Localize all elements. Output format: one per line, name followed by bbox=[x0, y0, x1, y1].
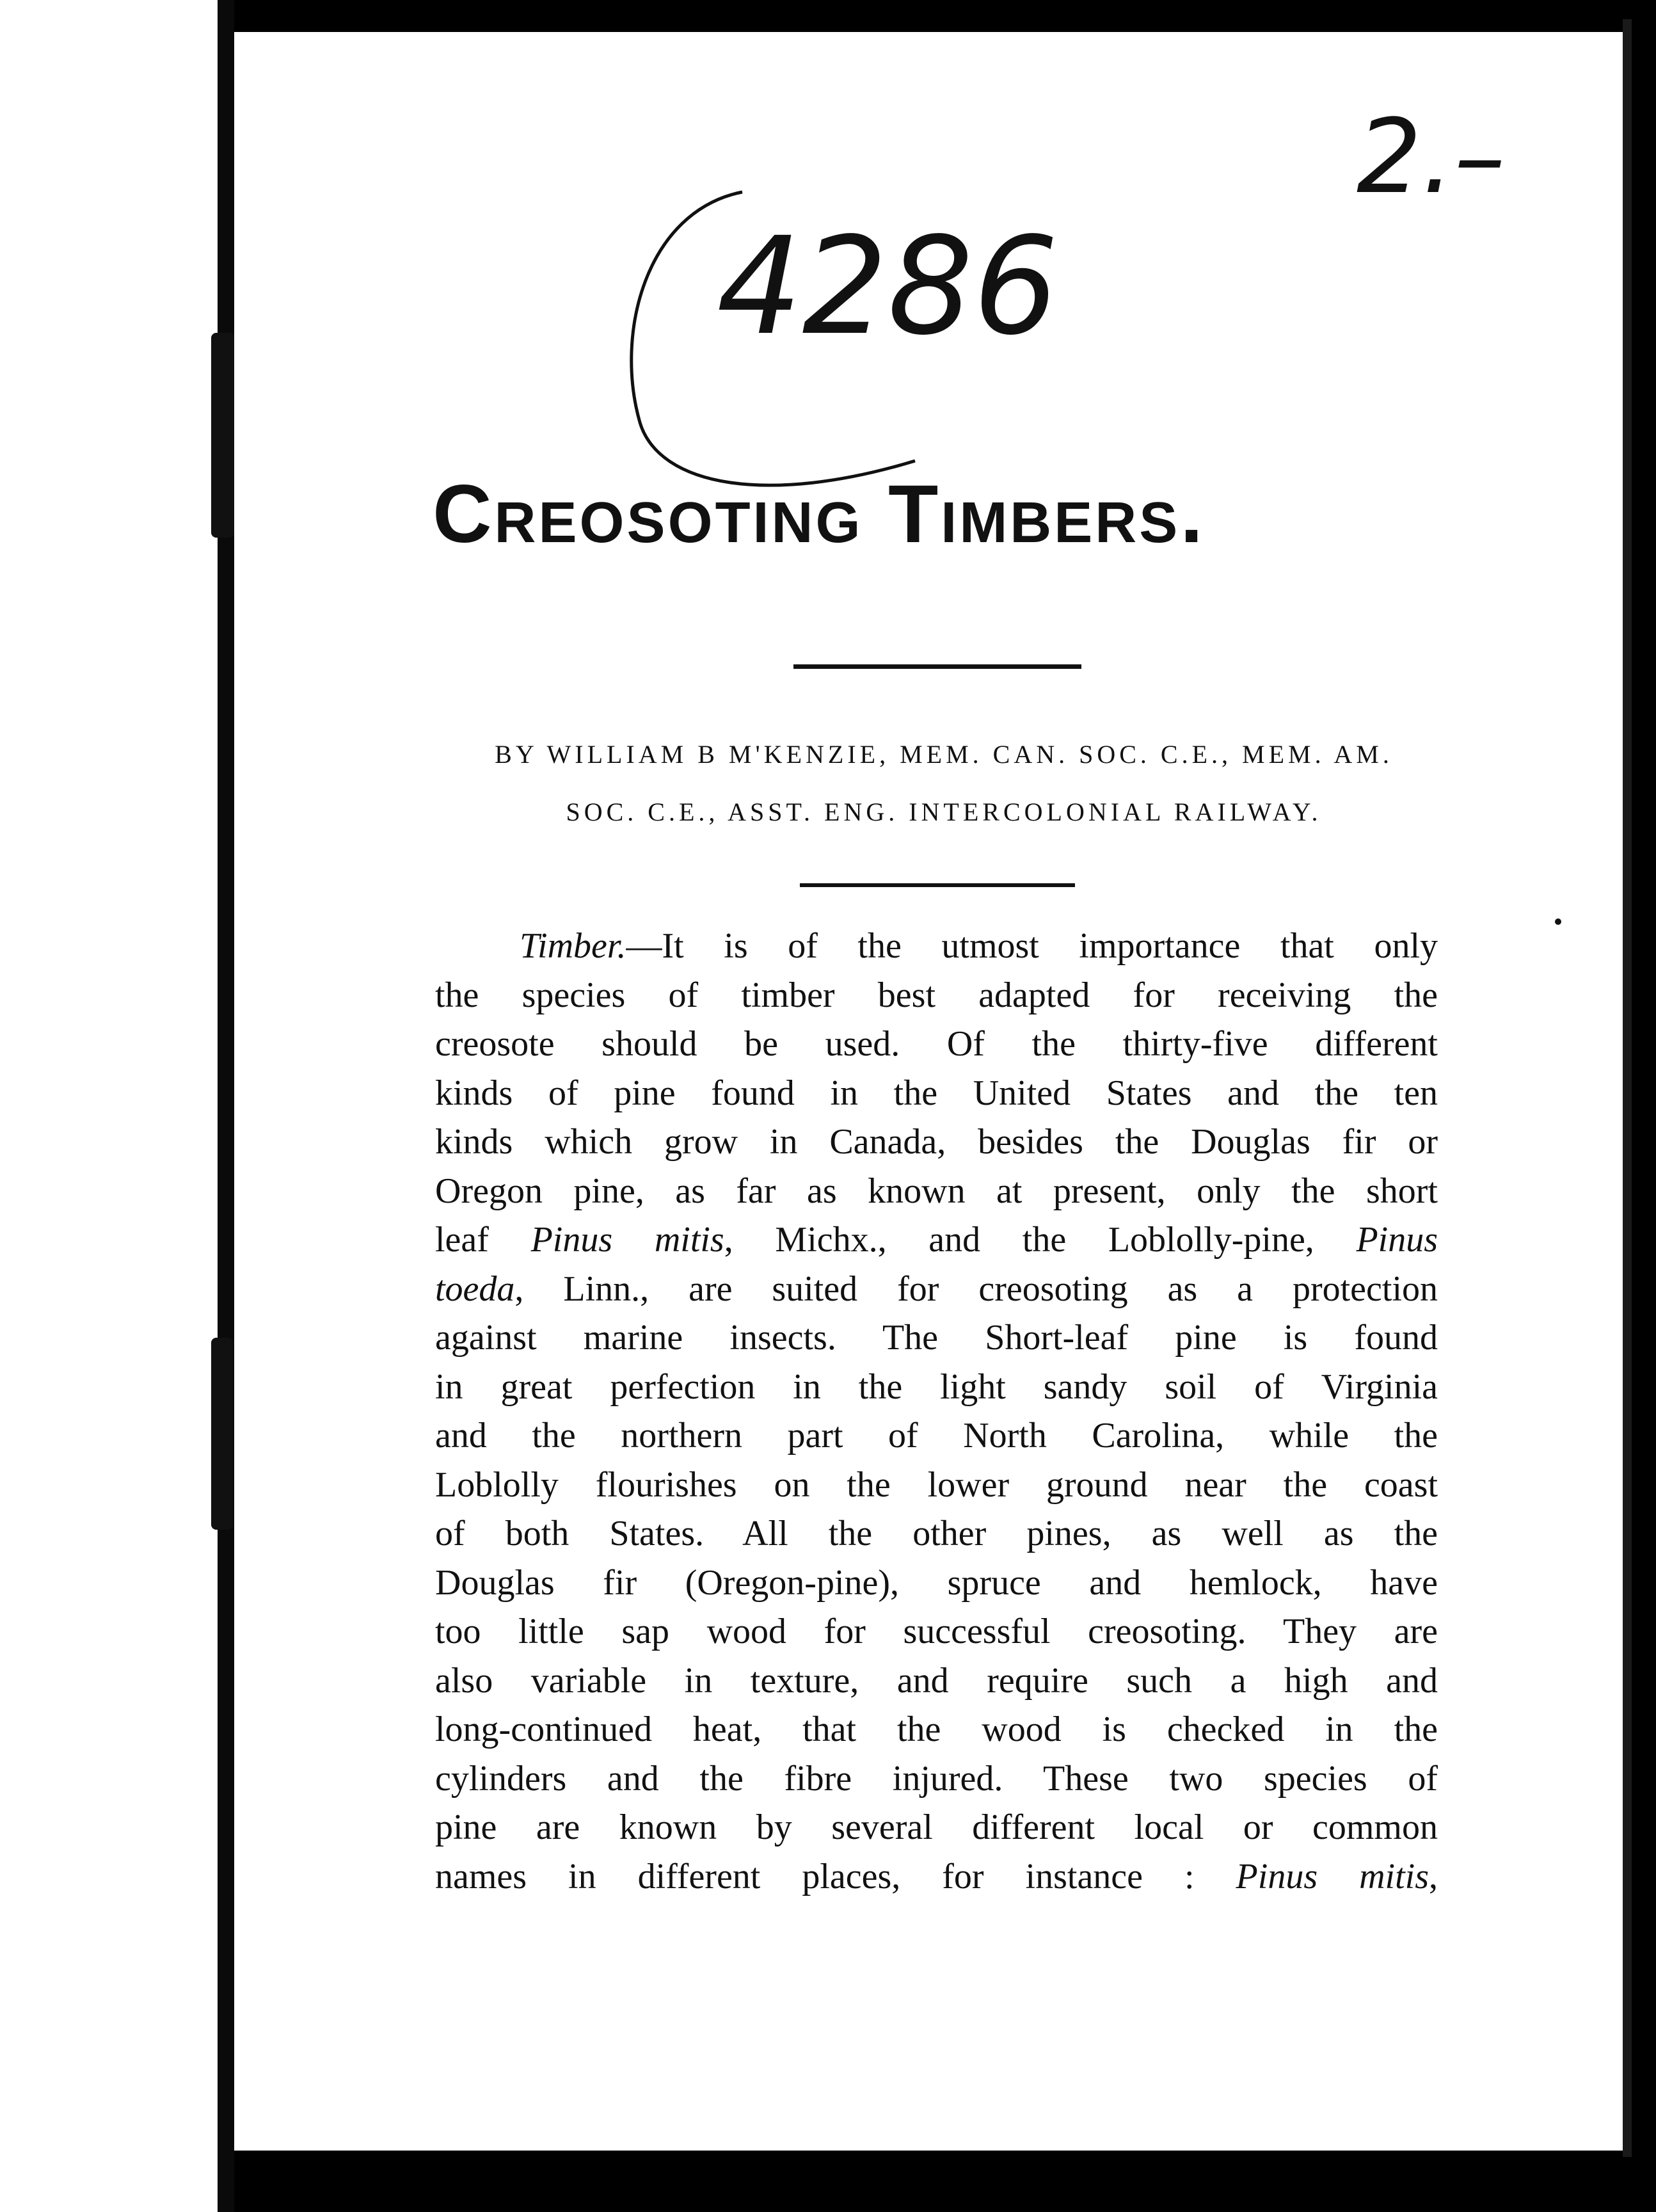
text-line: of both States. All the other pines, as well as the bbox=[435, 1514, 1438, 1553]
text-line: names in different places, for instance : Pinus mitis, bbox=[435, 1856, 1438, 1896]
text-line: creosote should be used. Of the thirty-five different bbox=[435, 1024, 1438, 1064]
ink-speck bbox=[1555, 918, 1561, 925]
text-line: leaf Pinus mitis, Michx., and the Loblolly-pine, Pinus bbox=[435, 1220, 1438, 1260]
text-line: and the northern part of North Carolina, while the bbox=[435, 1416, 1438, 1455]
text-line: toeda, Linn., are suited for creosoting as a protection bbox=[435, 1269, 1438, 1309]
text-line: kinds which grow in Canada, besides the Douglas fir or bbox=[435, 1122, 1438, 1162]
text-line: pine are known by several different local or common bbox=[435, 1807, 1438, 1847]
text-line: too little sap wood for successful creosoting. They are bbox=[435, 1612, 1438, 1651]
handwritten-price: 2.– bbox=[1357, 97, 1506, 216]
text-line: also variable in texture, and require such a high and bbox=[435, 1660, 1438, 1701]
text-line: Oregon pine, as far as known at present, only the short bbox=[435, 1171, 1438, 1211]
byline-divider bbox=[800, 883, 1075, 887]
text-line: long-continued heat, that the wood is checked in the bbox=[435, 1710, 1438, 1749]
page-title: Creosoting Timbers. bbox=[433, 469, 1206, 560]
species-name: Pinus mitis bbox=[1236, 1856, 1429, 1896]
author-byline-line-2: SOC. C.E., ASST. ENG. INTERCOLONIAL RAILWAY. bbox=[566, 797, 1322, 826]
author-byline-line-1: BY WILLIAM B M'KENZIE, MEM. CAN. SOC. C.E., MEM. AM. bbox=[495, 740, 1393, 769]
species-name: toeda bbox=[435, 1269, 515, 1309]
species-name: Pinus bbox=[1356, 1220, 1438, 1260]
handwritten-catalog-number: 4286 bbox=[717, 208, 1059, 365]
species-name: Pinus mitis bbox=[530, 1220, 724, 1260]
text-line: kinds of pine found in the United States and the ten bbox=[435, 1073, 1438, 1113]
text-line: Timber.—It is of the utmost importance that only bbox=[520, 926, 1438, 966]
text-line: Douglas fir (Oregon-pine), spruce and hemlock, have bbox=[435, 1562, 1438, 1603]
text-line: cylinders and the fibre injured. These two species of bbox=[435, 1758, 1438, 1799]
text-line: against marine insects. The Short-leaf pine is found bbox=[435, 1318, 1438, 1358]
text-line: the species of timber best adapted for receiving the bbox=[435, 975, 1438, 1015]
text-line: in great perfection in the light sandy soil of Virginia bbox=[435, 1366, 1438, 1407]
body-paragraph bbox=[435, 922, 1438, 1901]
text-line: Loblolly flourishes on the lower ground near the coast bbox=[435, 1464, 1438, 1505]
title-divider bbox=[793, 664, 1081, 669]
section-lead: Timber. bbox=[520, 926, 626, 966]
